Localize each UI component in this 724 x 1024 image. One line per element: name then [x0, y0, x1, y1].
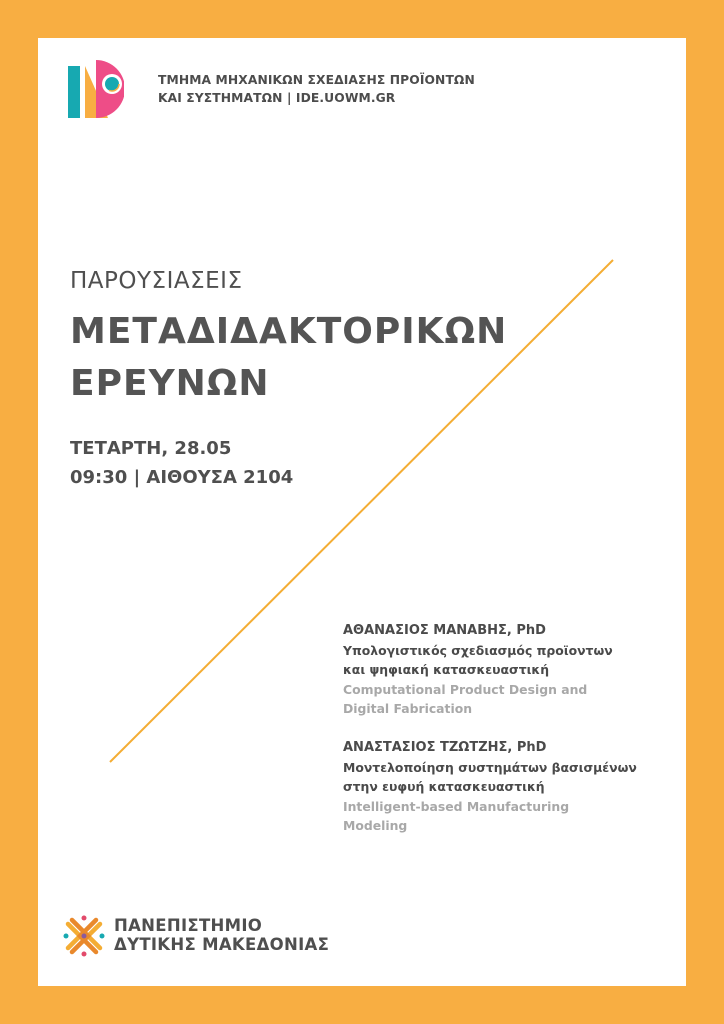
event-title-line2: ΕΡΕΥΝΩΝ	[70, 363, 270, 404]
speaker-topic-english: Intelligent-based Manufacturing	[343, 798, 570, 814]
department-logo-icon	[68, 60, 124, 118]
event-title	[70, 306, 507, 410]
speaker-name: ΑΘΑΝΑΣΙΟΣ ΜΑΝΑΒΗΣ, PhD	[343, 623, 546, 638]
speaker-topic-greek: στην ευφυή κατασκευαστική	[343, 779, 545, 794]
department-name-line1: ΤΜΗΜΑ ΜΗΧΑΝΙΚΩΝ ΣΧΕΔΙΑΣΗΣ ΠΡΟΪΟΝΤΩΝ	[158, 73, 475, 87]
speaker-topic-english: Computational Product Design and	[343, 681, 588, 697]
speaker-topic-greek: Μοντελοποίηση συστημάτων βασισμένων	[343, 759, 637, 775]
university-logo-icon	[62, 914, 106, 958]
speaker-2	[343, 738, 673, 836]
poster-sheet	[38, 38, 686, 986]
university-name-line1: ΠΑΝΕΠΙΣΤΗΜΙΟ	[114, 916, 263, 935]
speaker-name: ΑΝΑΣΤΑΣΙΟΣ ΤΖΩΤΖΗΣ, PhD	[343, 740, 547, 755]
event-time-place: 09:30 | ΑΙΘΟΥΣΑ 2104	[70, 467, 294, 488]
speaker-topic-greek: και ψηφιακή κατασκευαστική	[343, 662, 550, 677]
speaker-topic-greek: Υπολογιστικός σχεδιασμός προϊοντων	[343, 642, 613, 658]
university-name	[114, 916, 329, 954]
university-name-line2: ΔΥΤΙΚΗΣ ΜΑΚΕΔΟΝΙΑΣ	[114, 935, 330, 954]
speaker-1	[343, 621, 673, 719]
event-when	[70, 434, 293, 492]
speaker-topic-english: Digital Fabrication	[343, 701, 473, 716]
event-pre-title: ΠΑΡΟΥΣΙΑΣΕΙΣ	[70, 268, 243, 294]
event-date: ΤΕΤΑΡΤΗ, 28.05	[70, 438, 232, 459]
speaker-topic-english: Modeling	[343, 818, 408, 833]
department-name-line2: ΚΑΙ ΣΥΣΤΗΜΑΤΩΝ | IDE.UOWM.GR	[158, 91, 396, 105]
diagonal-line	[38, 38, 686, 986]
event-title-line1: ΜΕΤΑΔΙΔΑΚΤΟΡΙΚΩΝ	[70, 311, 508, 352]
department-name	[158, 71, 658, 107]
